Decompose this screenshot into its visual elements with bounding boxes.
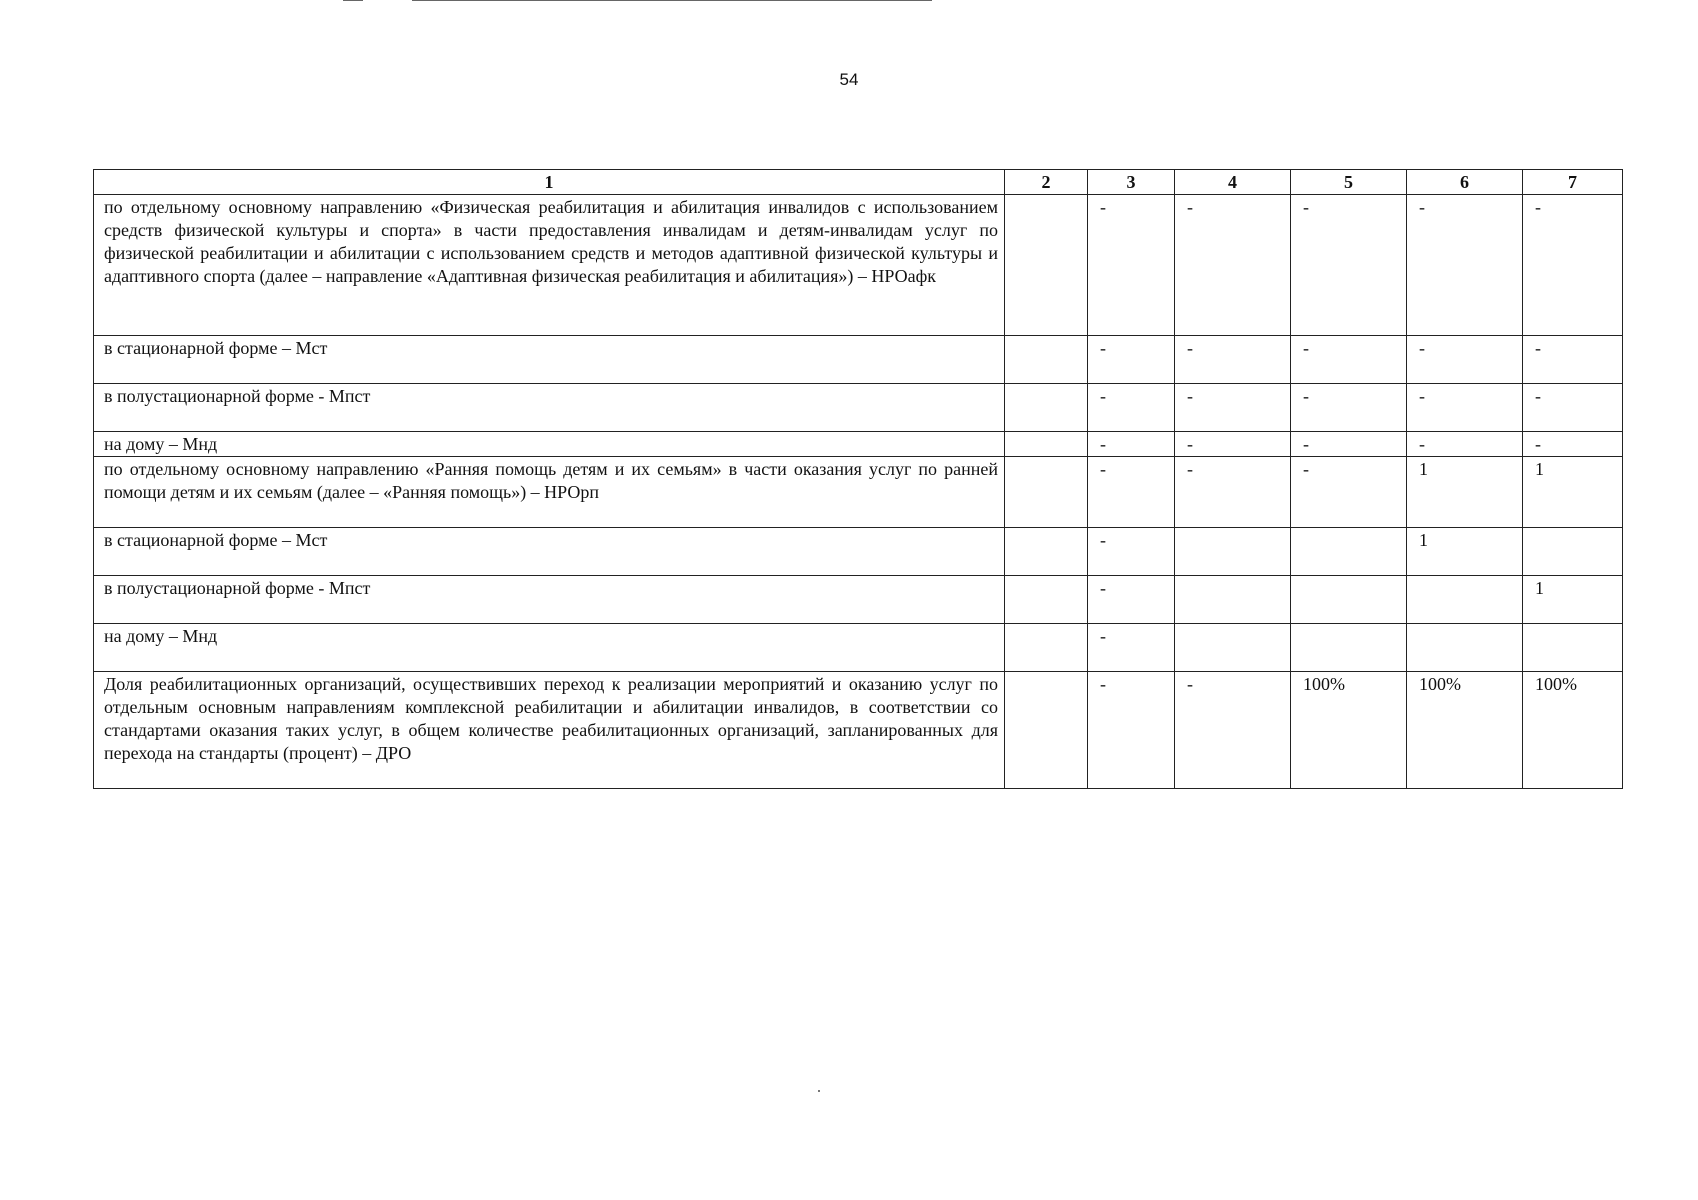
row-value: 1 — [1523, 576, 1623, 624]
row-description: на дому – Мнд — [94, 432, 1005, 457]
row-value: 100% — [1291, 672, 1407, 789]
row-description: по отдельному основному направлению «Физическая реабилитация и абилитация инвалидов с использованием средств физической культуры и спорта» в части предоставления инвалидам и детям-инвалидам услуг по физической реабилитации и абилитации с использованием средств и методов адаптивной физической культуры и адаптивного спорта (далее – направление «Адаптивная физическая реабилитация и абилитация») – НРОафк — [94, 195, 1005, 336]
row-value: - — [1088, 195, 1175, 336]
row-value — [1005, 672, 1088, 789]
row-description: в полустационарной форме - Мпст — [94, 576, 1005, 624]
row-value: 1 — [1407, 457, 1523, 528]
row-value: - — [1088, 624, 1175, 672]
row-description: в стационарной форме – Мст — [94, 528, 1005, 576]
row-value — [1005, 528, 1088, 576]
row-value: - — [1523, 384, 1623, 432]
column-header: 1 — [94, 170, 1005, 195]
row-value: 100% — [1523, 672, 1623, 789]
row-value — [1005, 384, 1088, 432]
row-value — [1407, 624, 1523, 672]
row-value: - — [1175, 195, 1291, 336]
row-value: - — [1407, 336, 1523, 384]
table-row — [94, 624, 1623, 672]
row-value: - — [1175, 432, 1291, 457]
row-value: - — [1523, 336, 1623, 384]
row-value — [1291, 624, 1407, 672]
row-value: 1 — [1523, 457, 1623, 528]
row-value: - — [1407, 195, 1523, 336]
row-value: - — [1291, 457, 1407, 528]
row-value: - — [1088, 672, 1175, 789]
row-value — [1005, 432, 1088, 457]
scan-speck — [818, 1090, 820, 1092]
row-value — [1291, 528, 1407, 576]
row-value: 1 — [1407, 528, 1523, 576]
header-row — [94, 170, 1623, 195]
row-value: - — [1175, 336, 1291, 384]
row-description: Доля реабилитационных организаций, осуществивших переход к реализации мероприятий и оказанию услуг по отдельным основным направлениям комплексной реабилитации и абилитации инвалидов, в соответствии со стандартами оказания таких услуг, в общем количестве реабилитационных организаций, запланированных для перехода на стандарты (процент) – ДРО — [94, 672, 1005, 789]
table-row — [94, 432, 1623, 457]
row-description: по отдельному основному направлению «Ранняя помощь детям и их семьям» в части оказания услуг по ранней помощи детям и их семьям (далее – «Ранняя помощь») – НРОрп — [94, 457, 1005, 528]
column-header: 7 — [1523, 170, 1623, 195]
table-row — [94, 384, 1623, 432]
column-header: 2 — [1005, 170, 1088, 195]
row-value: - — [1291, 195, 1407, 336]
column-header: 3 — [1088, 170, 1175, 195]
row-value: - — [1523, 432, 1623, 457]
row-description: на дому – Мнд — [94, 624, 1005, 672]
table-row — [94, 457, 1623, 528]
table-row — [94, 672, 1623, 789]
row-value — [1523, 528, 1623, 576]
scan-artifact-line — [412, 0, 932, 1]
row-value — [1175, 528, 1291, 576]
row-value — [1175, 576, 1291, 624]
table-row — [94, 576, 1623, 624]
row-value — [1005, 336, 1088, 384]
row-value: - — [1523, 195, 1623, 336]
row-value: 100% — [1407, 672, 1523, 789]
row-value: - — [1407, 384, 1523, 432]
row-description: в стационарной форме – Мст — [94, 336, 1005, 384]
row-value: - — [1088, 432, 1175, 457]
row-value: - — [1088, 457, 1175, 528]
row-value — [1005, 624, 1088, 672]
row-value — [1175, 624, 1291, 672]
row-value: - — [1088, 576, 1175, 624]
row-value: - — [1175, 384, 1291, 432]
table-row — [94, 528, 1623, 576]
page-number: 54 — [839, 70, 859, 89]
row-value: - — [1175, 672, 1291, 789]
row-value: - — [1407, 432, 1523, 457]
row-value — [1407, 576, 1523, 624]
row-value — [1005, 457, 1088, 528]
column-header: 6 — [1407, 170, 1523, 195]
row-value: - — [1175, 457, 1291, 528]
row-description: в полустационарной форме - Мпст — [94, 384, 1005, 432]
row-value: - — [1291, 432, 1407, 457]
row-value: - — [1088, 384, 1175, 432]
row-value: - — [1291, 384, 1407, 432]
table-row — [94, 195, 1623, 336]
row-value — [1005, 195, 1088, 336]
indicator-table — [93, 169, 1623, 789]
row-value — [1005, 576, 1088, 624]
column-header: 5 — [1291, 170, 1407, 195]
row-value: - — [1088, 528, 1175, 576]
row-value — [1523, 624, 1623, 672]
row-value — [1291, 576, 1407, 624]
table-row — [94, 336, 1623, 384]
column-header: 4 — [1175, 170, 1291, 195]
row-value: - — [1088, 336, 1175, 384]
row-value: - — [1291, 336, 1407, 384]
scan-artifact-line — [343, 0, 363, 1]
